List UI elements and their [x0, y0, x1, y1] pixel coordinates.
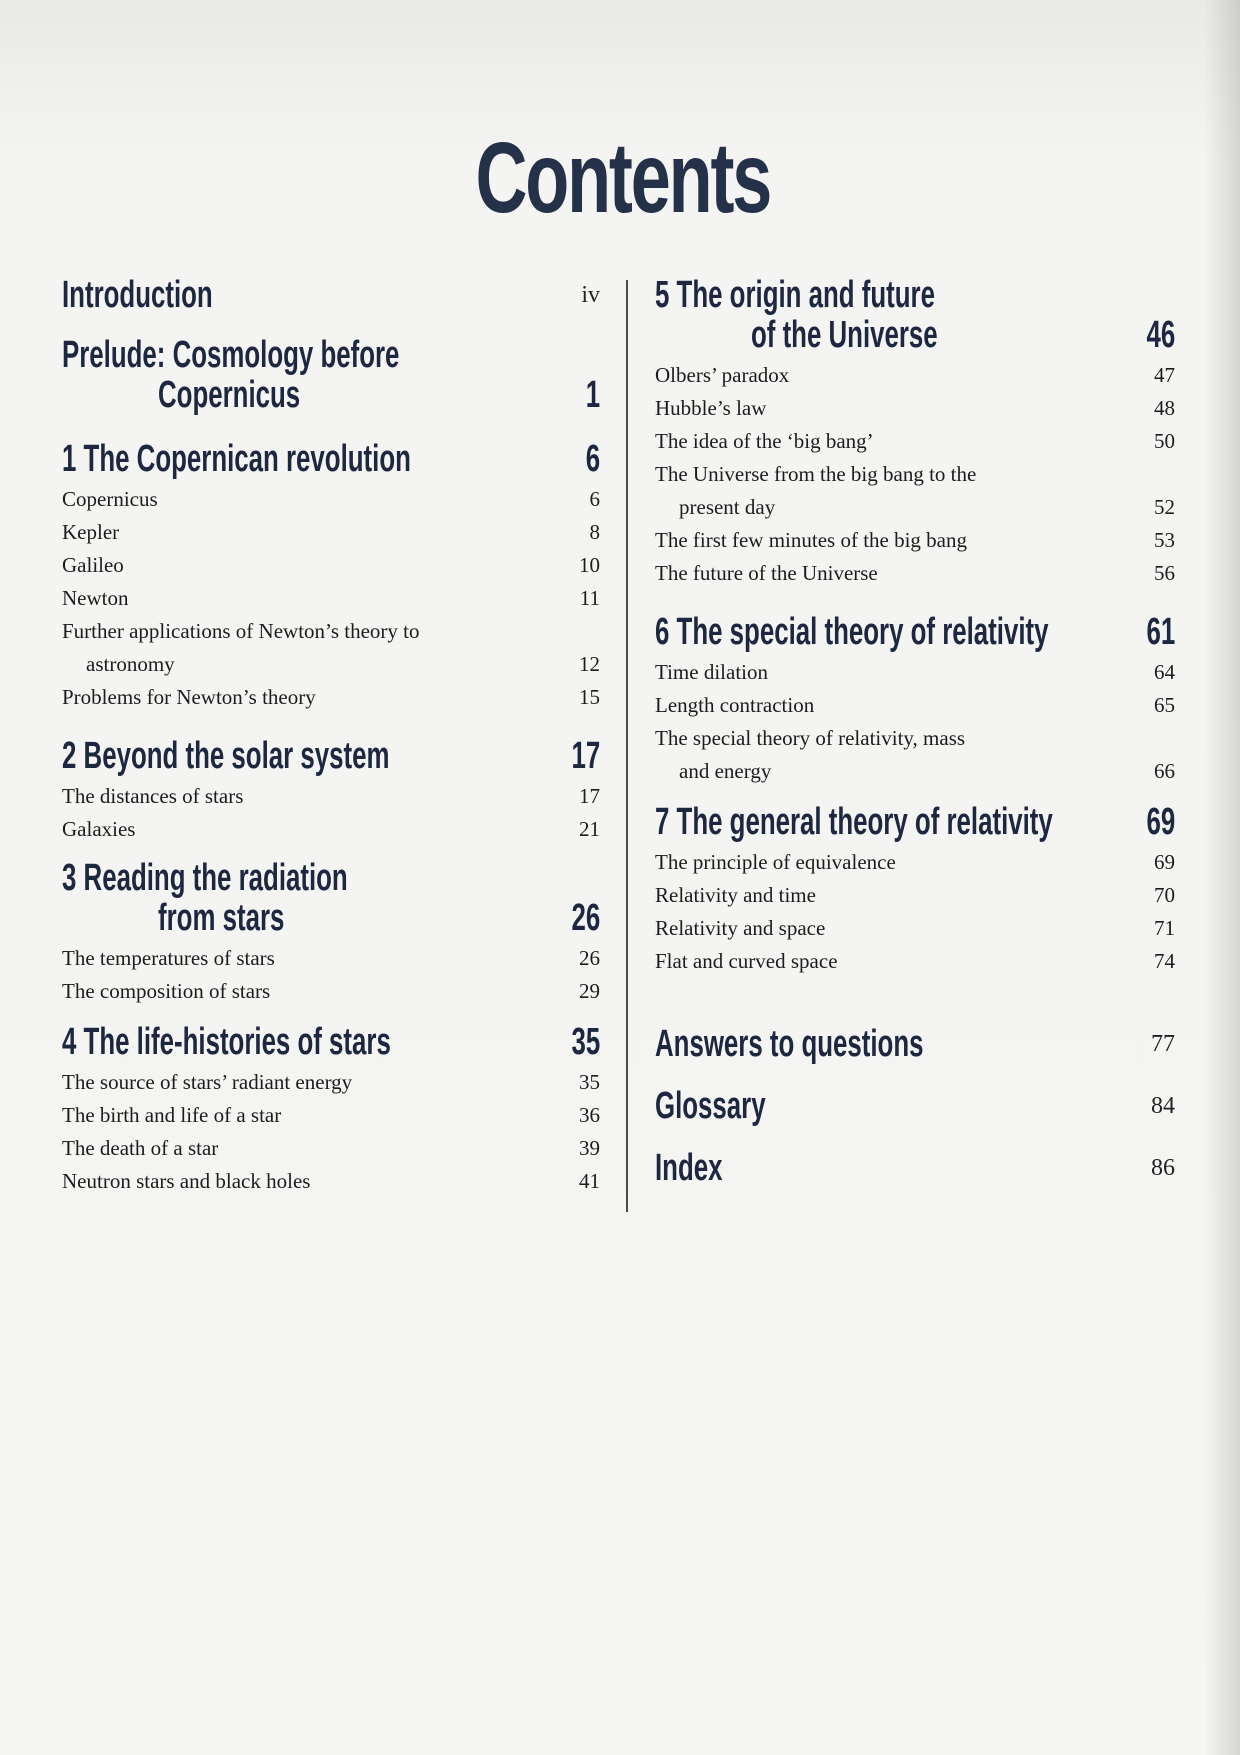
toc-entry-page: 26 [579, 946, 600, 970]
toc-entry [655, 458, 1175, 524]
toc-heading-page: 86 [1151, 1155, 1175, 1181]
toc-entry-text: The Universe from the big bang to the [655, 462, 977, 486]
toc-heading-text: 5 The origin and future [655, 274, 935, 316]
toc-entry-text: The special theory of relativity, mass [655, 726, 966, 750]
toc-entry [62, 615, 600, 681]
toc-entry [62, 582, 600, 615]
toc-entry-page: 53 [1154, 528, 1175, 552]
toc-entry-text: Relativity and time [655, 883, 816, 907]
toc-heading-text: Copernicus [158, 374, 301, 416]
toc-entry [62, 549, 600, 582]
toc-entry [655, 879, 1175, 912]
toc-heading [655, 1148, 1175, 1188]
toc-entry [62, 813, 600, 846]
toc-entry-text: The composition of stars [62, 979, 271, 1003]
toc-heading-text: 1 The Copernican revolution [62, 438, 411, 480]
toc-entry-text: The idea of the ‘big bang’ [655, 429, 874, 453]
toc-heading [62, 1022, 600, 1062]
toc-heading-text: Introduction [62, 274, 213, 316]
toc-entry [62, 1165, 600, 1198]
toc-entry-page: 48 [1154, 396, 1175, 420]
toc-entry-page: 15 [579, 685, 600, 709]
toc-entry-text: Galileo [62, 553, 124, 577]
toc-heading-page: 46 [1146, 314, 1175, 356]
toc-heading [655, 275, 1175, 355]
toc-entry [655, 689, 1175, 722]
toc-heading-text: Glossary [655, 1085, 766, 1127]
toc-entry-page: 29 [579, 979, 600, 1003]
toc-heading-text: from stars [158, 897, 285, 939]
toc-entry-text: The birth and life of a star [62, 1103, 282, 1127]
toc-heading-text: 6 The special theory of relativity [655, 611, 1049, 653]
toc-heading [655, 1086, 1175, 1126]
toc-heading-text: 2 Beyond the solar system [62, 735, 390, 777]
toc-entry-page: 35 [579, 1070, 600, 1094]
column-divider [626, 280, 628, 1212]
toc-entry-page: 71 [1154, 916, 1175, 940]
toc-entry-page: 66 [1154, 759, 1175, 783]
toc-heading-page: 61 [1146, 611, 1175, 653]
toc-entry [62, 975, 600, 1008]
toc-entry-text: The principle of equivalence [655, 850, 896, 874]
toc-heading [655, 1024, 1175, 1064]
toc-heading-text: 4 The life-histories of stars [62, 1021, 391, 1063]
toc-heading-text: Prelude: Cosmology before [62, 334, 400, 376]
toc-entry-text: Flat and curved space [655, 949, 838, 973]
toc-heading-text: Index [655, 1147, 723, 1189]
toc-entry-page: 50 [1154, 429, 1175, 453]
toc-entry-page: 47 [1154, 363, 1175, 387]
toc-entry-page: 56 [1154, 561, 1175, 585]
toc-heading-page: 26 [571, 897, 600, 939]
toc-entry-text: and energy [679, 759, 772, 783]
toc-entry [655, 425, 1175, 458]
toc-entry-page: 10 [579, 553, 600, 577]
toc-heading-page: 17 [571, 735, 600, 777]
toc-entry [62, 1099, 600, 1132]
toc-entry [62, 942, 600, 975]
toc-entry-text: Olbers’ paradox [655, 363, 790, 387]
toc-entry-page: 6 [589, 487, 600, 511]
toc-entry-page: 39 [579, 1136, 600, 1160]
toc-heading-text: Answers to questions [655, 1023, 924, 1065]
toc-heading-page: 6 [585, 438, 600, 480]
toc-entry-text: Problems for Newton’s theory [62, 685, 316, 709]
toc-entry-text: The source of stars’ radiant energy [62, 1070, 353, 1094]
toc-entry [62, 1132, 600, 1165]
toc-entry-page: 69 [1154, 850, 1175, 874]
contents-column-right [655, 275, 1175, 1192]
toc-entry-page: 52 [1154, 495, 1175, 519]
toc-entry-text: Further applications of Newton’s theory to [62, 619, 420, 643]
toc-heading [62, 858, 600, 938]
toc-entry-text: Hubble’s law [655, 396, 767, 420]
toc-entry [62, 780, 600, 813]
toc-heading-text: 3 Reading the radiation [62, 857, 348, 899]
toc-entry-text: The death of a star [62, 1136, 219, 1160]
toc-entry-text: Neutron stars and black holes [62, 1169, 311, 1193]
toc-entry-text: present day [679, 495, 776, 519]
toc-entry [655, 359, 1175, 392]
toc-entry-text: Copernicus [62, 487, 158, 511]
toc-entry-text: Length contraction [655, 693, 815, 717]
toc-heading [655, 802, 1175, 842]
toc-heading-page: 1 [585, 374, 600, 416]
toc-entry-text: Newton [62, 586, 129, 610]
toc-entry-page: 21 [579, 817, 600, 841]
toc-entry-page: 12 [579, 652, 600, 676]
toc-heading-page: 35 [571, 1021, 600, 1063]
page-title: Contents [475, 122, 771, 234]
toc-heading-page: 84 [1151, 1093, 1175, 1119]
toc-entry-page: 8 [589, 520, 600, 544]
toc-entry [655, 912, 1175, 945]
toc-entry-page: 36 [579, 1103, 600, 1127]
toc-entry [655, 846, 1175, 879]
toc-heading-text: 7 The general theory of relativity [655, 801, 1053, 843]
toc-entry [655, 722, 1175, 788]
toc-entry [655, 524, 1175, 557]
toc-entry-page: 70 [1154, 883, 1175, 907]
toc-entry [655, 557, 1175, 590]
toc-entry [62, 483, 600, 516]
toc-entry-text: Kepler [62, 520, 120, 544]
toc-heading [62, 335, 600, 415]
toc-entry [655, 945, 1175, 978]
toc-entry-text: Relativity and space [655, 916, 826, 940]
toc-entry-text: Time dilation [655, 660, 768, 684]
page-edge-shadow [1204, 0, 1240, 1755]
toc-entry-page: 64 [1154, 660, 1175, 684]
toc-heading-text: of the Universe [751, 314, 938, 356]
toc-entry-page: 74 [1154, 949, 1175, 973]
toc-entry-text: The temperatures of stars [62, 946, 275, 970]
toc-heading [62, 439, 600, 479]
toc-entry-page: 41 [579, 1169, 600, 1193]
toc-entry [62, 681, 600, 714]
toc-entry-text: The distances of stars [62, 784, 244, 808]
toc-heading [62, 275, 600, 315]
toc-entry [655, 656, 1175, 689]
toc-heading [62, 736, 600, 776]
toc-entry [62, 1066, 600, 1099]
toc-entry [655, 392, 1175, 425]
toc-entry-text: Galaxies [62, 817, 136, 841]
toc-heading-page: 69 [1146, 801, 1175, 843]
toc-entry-page: 17 [579, 784, 600, 808]
toc-entry [62, 516, 600, 549]
toc-entry-text: astronomy [86, 652, 175, 676]
toc-entry-page: 11 [579, 586, 600, 610]
toc-entry-text: The first few minutes of the big bang [655, 528, 968, 552]
toc-heading-page: iv [581, 282, 600, 308]
toc-entry-text: The future of the Universe [655, 561, 878, 585]
toc-heading [655, 612, 1175, 652]
toc-heading-page: 77 [1151, 1031, 1175, 1057]
toc-entry-page: 65 [1154, 693, 1175, 717]
contents-column-left [62, 275, 600, 1198]
